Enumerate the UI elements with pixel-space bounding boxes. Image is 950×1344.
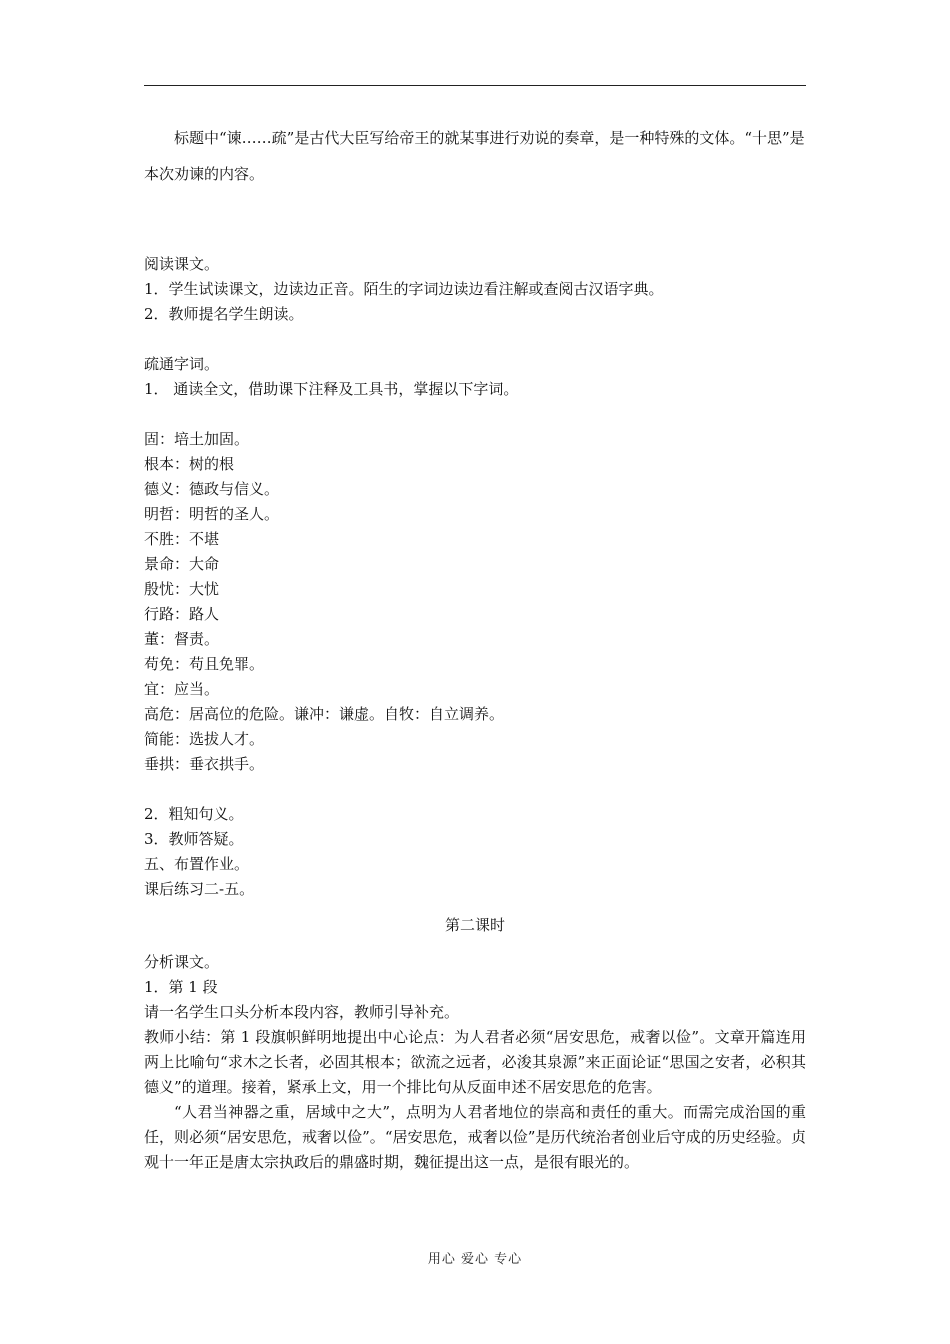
vocab-item: 行路：路人 xyxy=(144,605,220,623)
vocab-intro: 1． 通读全文，借助课下注释及工具书，掌握以下字词。 xyxy=(144,380,519,398)
spacer xyxy=(144,402,806,427)
lesson2-summary: 教师小结：第 1 段旗帜鲜明地提出中心论点：为人君者必须“居安思危，戒奢以俭”。文章开篇连用两上比喻句“求木之长者，必固其根本；欲流之远者，必浚其泉源”来正面论证“思国之安者，必积其德义”的道理。接着，紧承上文，用一个排比句从反面申述不居安思危的危害。 xyxy=(144,1028,806,1096)
page-footer: 用心 爱心 专心 xyxy=(427,1252,523,1267)
reading-item: 2．教师提名学生朗读。 xyxy=(144,305,304,323)
spacer xyxy=(144,327,806,352)
reading-item: 1．学生试读课文，边读边正音。陌生的字词边读边看注解或查阅古汉语字典。 xyxy=(144,280,664,298)
vocab-item: 董：督责。 xyxy=(144,630,220,648)
spacer xyxy=(144,192,806,252)
vocab-item: 殷忧：大忧 xyxy=(144,580,220,598)
lesson2-analysis: “人君当神器之重，居域中之大”，点明为人君者地位的崇高和责任的重大。而需完成治国的重任，则必须“居安思危，戒奢以俭”。“居安思危，戒奢以俭”是历代统治者创业后守成的历史经验。贞观十一年正是唐太宗执政后的鼎盛时期，魏征提出这一点，是很有眼光的。 xyxy=(144,1103,806,1171)
document-body xyxy=(144,120,806,1175)
closing-item: 课后练习二-五。 xyxy=(144,880,255,898)
vocab-item: 景命：大命 xyxy=(144,555,220,573)
reading-heading: 阅读课文。 xyxy=(144,255,220,273)
vocab-item: 明哲：明哲的圣人。 xyxy=(144,505,280,523)
lesson2-heading: 分析课文。 xyxy=(144,953,220,971)
vocab-item: 不胜：不堪 xyxy=(144,530,220,548)
spacer xyxy=(144,902,806,913)
lesson2-title: 第二课时 xyxy=(444,916,505,934)
vocab-item: 高危：居高位的危险。谦冲：谦虚。自牧：自立调养。 xyxy=(144,705,505,723)
intro-paragraph: 标题中“谏……疏”是古代大臣写给帝王的就某事进行劝说的奏章，是一种特殊的文体。“十思”是本次劝谏的内容。 xyxy=(144,129,805,183)
header-rule xyxy=(144,85,806,86)
closing-item: 3．教师答疑。 xyxy=(144,830,244,848)
closing-item: 五、布置作业。 xyxy=(144,855,250,873)
vocab-item: 简能：选拔人才。 xyxy=(144,730,265,748)
spacer xyxy=(144,938,806,950)
lesson2-instruction: 请一名学生口头分析本段内容，教师引导补充。 xyxy=(144,1003,460,1021)
spacer xyxy=(144,777,806,802)
vocab-item: 根本：树的根 xyxy=(144,455,235,473)
vocab-item: 固：培土加固。 xyxy=(144,430,250,448)
vocab-item: 德义：德政与信义。 xyxy=(144,480,280,498)
closing-item: 2．粗知句义。 xyxy=(144,805,244,823)
vocab-item: 垂拱：垂衣拱手。 xyxy=(144,755,265,773)
lesson2-section: 1．第 1 段 xyxy=(144,978,218,996)
vocab-item: 宜：应当。 xyxy=(144,680,220,698)
vocab-item: 苟免：苟且免罪。 xyxy=(144,655,265,673)
vocab-heading: 疏通字词。 xyxy=(144,355,220,373)
